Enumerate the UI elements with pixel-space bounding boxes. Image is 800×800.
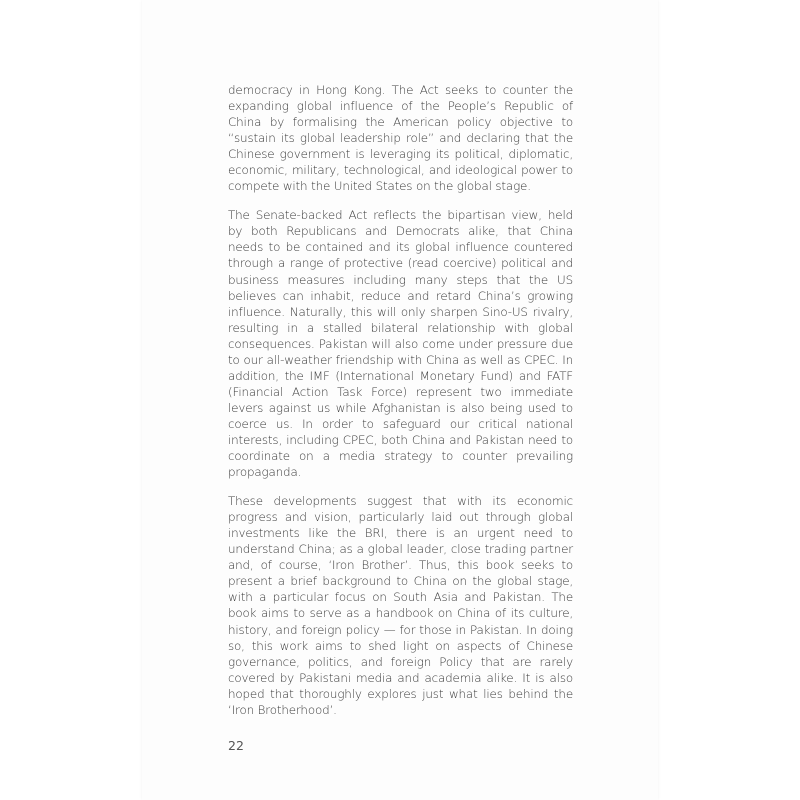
paragraph-3: These developments suggest that with its economic progress and vision, particularly laid out through global investments like the BRI, there is an urgent need to understand China; as a global leader, close trading partner and, of course, ‘Iron Brother’. Thus, this book seeks to present a brief background to China on the global stage, with a particular focus on South Asia and Pakistan. The book aims to serve as a handbook on China of its culture, history, and foreign policy — for those in Pakistan. In doing so, this work aims to shed light on aspects of Chinese governance, politics, and foreign Policy that are rarely covered by Pakistani media and academia alike. It is also hoped that thoroughly explores just what lies behind the ‘Iron Brotherhood’. — [228, 494, 573, 717]
paragraph-1: democracy in Hong Kong. The Act seeks to counter the expanding global influence of the People’s Republic of China by formalising the American policy objective to “sustain its global leadership role” and declaring that the Chinese government is leveraging its political, diplomatic, economic, military, technological, and ideological power to compete with the United States on the global stage. — [228, 83, 573, 194]
body-text — [228, 82, 573, 731]
page-number: 22 — [228, 738, 244, 753]
book-page — [142, 0, 658, 800]
paragraph-2: The Senate-backed Act reflects the bipartisan view, held by both Republicans and Democrats alike, that China needs to be contained and its global influence countered through a range of protective (read coercive) political and business measures including many steps that the US believes can inhabit, reduce and retard China’s growing influence. Naturally, this will only sharpen Sino-US rivalry, resulting in a stalled bilateral relationship with global consequences. Pakistan will also come under pressure due to our all-weather friendship with China as well as CPEC. In addition, the IMF (International Monetary Fund) and FATF (Financial Action Task Force) represent two immediate levers against us while Afghanistan is also being used to coerce us. In order to safeguard our critical national interests, including CPEC, both China and Pakistan need to coordinate on a media strategy to counter prevailing propaganda. — [228, 208, 573, 480]
